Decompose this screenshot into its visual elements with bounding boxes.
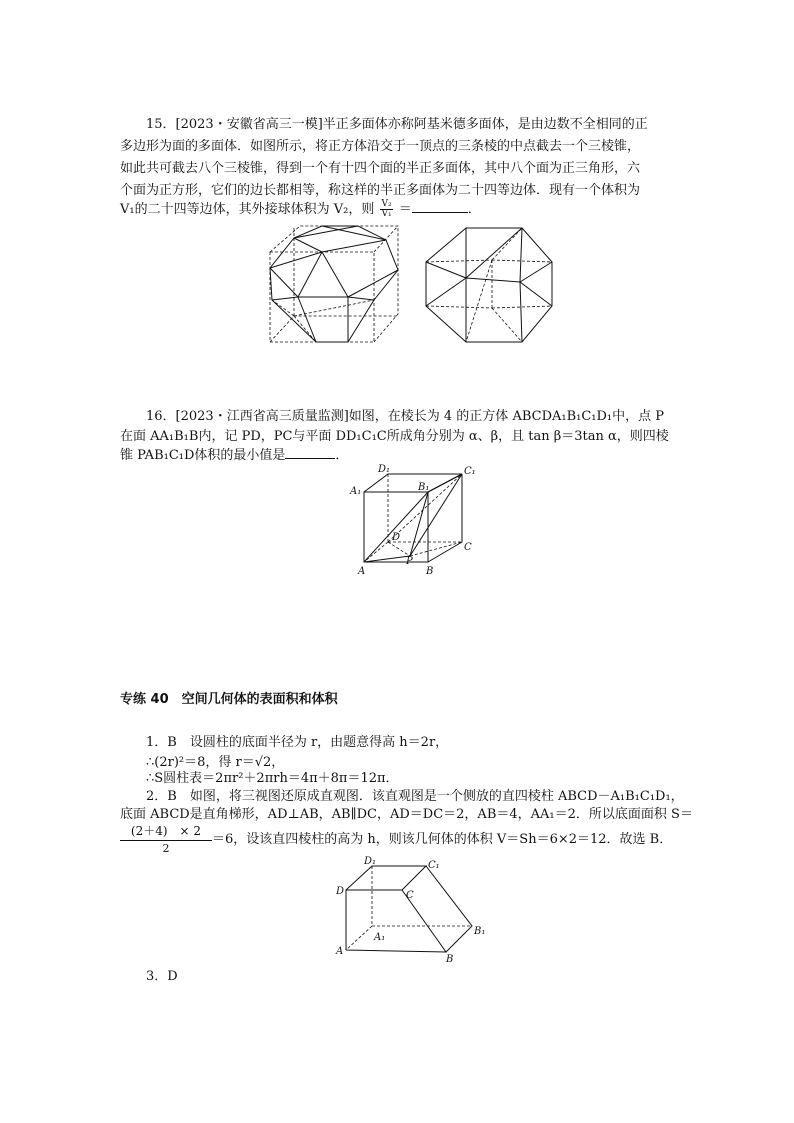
q15-line-5a: V₁的二十四等边体，其外接球体积为 V₂，则 (120, 202, 375, 217)
q15-line-2: 多边形为面的多面体．如图所示，将正方体沿交于一顶点的三条棱的中点截去一个三棱锥， (120, 139, 641, 154)
q15-frac-num: V₂ (381, 199, 392, 209)
q15-figure-right (422, 222, 562, 347)
q16-line-2: 在面 AA₁B₁B内，记 PD，PC与平面 DD₁C₁C所成角分别为 α、β，且 tan β＝3tan α，则四棱 (120, 429, 669, 444)
ans2-frac-den-row (120, 840, 212, 858)
ans2-line-3: ＝6，设该直四棱柱的高为 h，则该几何体的体积 V＝Sh＝6×2＝12．故选 B． (212, 832, 673, 847)
ans1-line-3: ∴S圆柱表＝2πr²＋2πrh＝4π＋8π＝12π． (146, 771, 399, 786)
q16-line-1: 16．[2023・江西省高三质量监测]如图，在棱长为 4 的正方体 ABCDA₁B₁C₁D₁中，点 P (146, 409, 665, 424)
ans2-label-B1: B₁ (474, 926, 486, 937)
q16-label-A: A (358, 566, 366, 577)
q16-line-3b: ． (335, 448, 349, 463)
q15-answer-blank[interactable] (412, 200, 468, 213)
ans1-line-2: ∴(2r)²＝8，得 r＝√2， (146, 755, 285, 770)
q16-line-3 (120, 446, 348, 465)
section-title: 专练 40 空间几何体的表面积和体积 (120, 692, 338, 707)
ans2-line-2: 底面 ABCD是直角梯形，AD⊥AB，AB∥DC，AD＝DC＝2，AB＝4，AA₁＝2．所以底面面积 S＝ (120, 807, 693, 822)
q15-figure-left (264, 222, 414, 347)
ans2-label-C: C (406, 890, 414, 901)
q16-label-C: C (464, 542, 472, 553)
ans2-label-B: B (446, 954, 454, 965)
q15-line-4: 个面为正方形，它们的边长都相等，称这样的半正多面体为二十四等边体．现有一个体积为 (120, 183, 641, 198)
q15-line-3: 如此共可截去八个三棱锥，得到一个有十四个面的半正多面体，其中八个面为正三角形，六 (120, 161, 641, 176)
ans1-line-1: 1．B 设圆柱的底面半径为 r，由题意得高 h＝2r， (146, 735, 449, 750)
q16-label-D: D (392, 532, 401, 543)
ans2-label-A1: A₁ (374, 932, 386, 943)
ans2-label-D1: D₁ (364, 856, 377, 867)
q16-figure (344, 460, 484, 580)
q16-label-B1: B₁ (418, 482, 430, 493)
ans2-fraction-denominator: 2 (162, 842, 170, 855)
q15-fraction (380, 200, 392, 219)
q15-frac-den: V₁ (381, 209, 392, 219)
ans2-figure (334, 854, 494, 966)
ans2-fraction-numerator: (2＋4) × 2 (120, 822, 212, 841)
ans2-label-D: D (336, 886, 345, 897)
q15-line-5c: ． (467, 202, 481, 217)
q16-label-P: P (406, 556, 413, 567)
q16-answer-blank[interactable] (285, 446, 335, 459)
q15-line-5 (120, 200, 481, 219)
ans2-frac-num (120, 822, 212, 841)
q16-label-A1: A₁ (350, 486, 362, 497)
ans2-label-C1: C₁ (428, 860, 440, 871)
q16-label-B: B (426, 566, 434, 577)
ans3-line-1: 3．D (146, 969, 178, 984)
q16-label-C1: C₁ (464, 466, 476, 477)
q15-line-1: 15．[2023・安徽省高三一模]半正多面体亦称阿基米德多面体，是由边数不全相同的正 (146, 117, 648, 132)
q15-line-5b: ＝ (398, 202, 412, 217)
q16-line-3a: 锥 PAB₁C₁D体积的最小值是 (120, 448, 286, 463)
ans2-label-A: A (336, 946, 344, 957)
q16-label-D1: D₁ (378, 464, 391, 475)
ans2-line-1: 2．B 如图，将三视图还原成直观图．该直观图是一个侧放的直四棱柱 ABCD－A₁B₁C₁D₁， (146, 789, 684, 804)
